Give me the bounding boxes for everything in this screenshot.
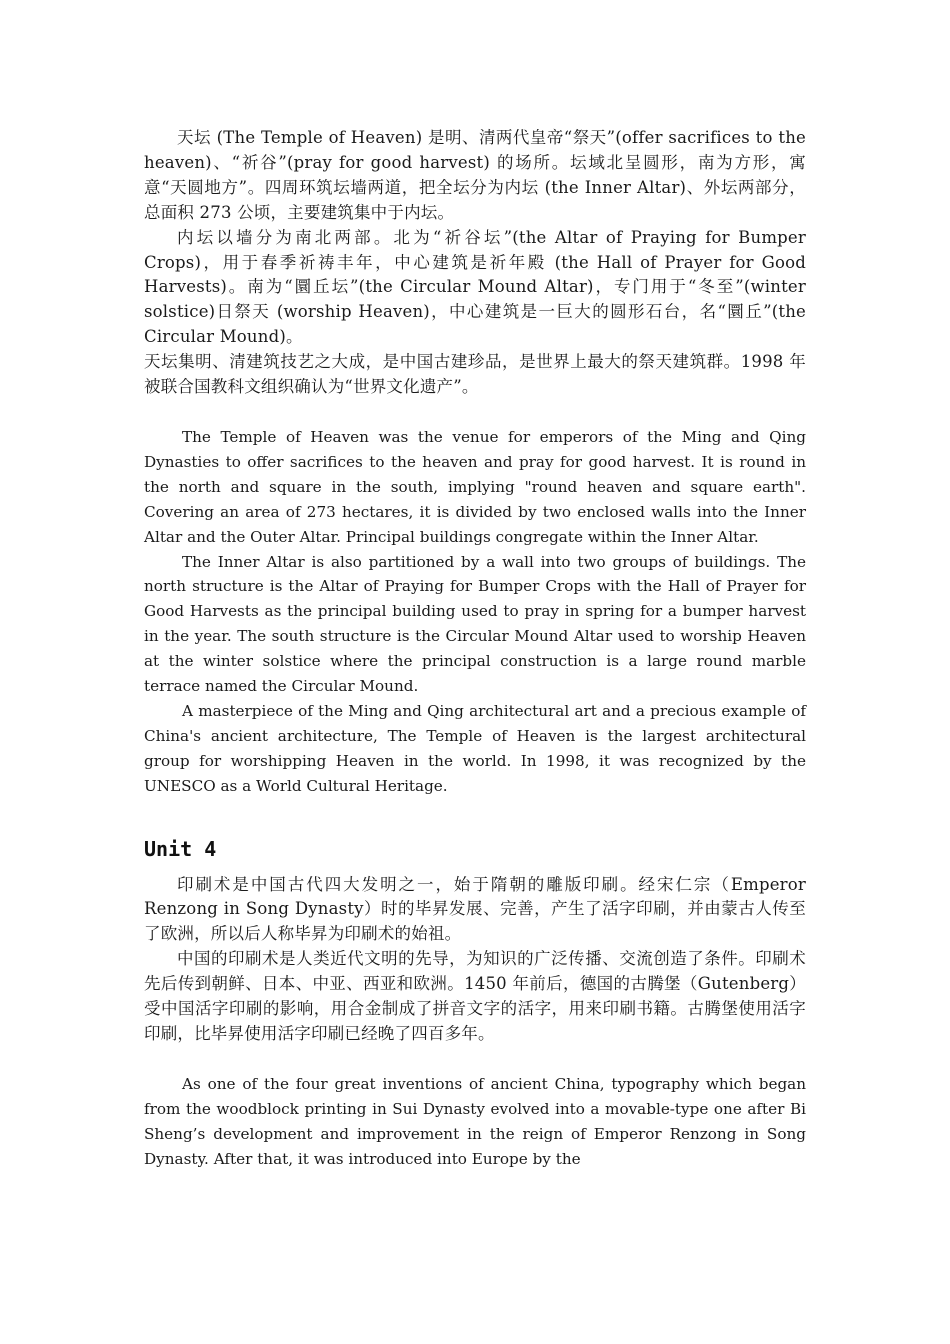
temple-en-paragraph-1: The Temple of Heaven was the venue for emperors of the Ming and Qing Dynasties to offer sacrifices to the heaven and pray for good harvest. It is round in the north and square in the south, implying "round heaven and square earth". Covering an area of 273 hectares, it is divided by two enclosed walls into the Inner Altar and the Outer Altar. Principal buildings congregate within the Inner Altar. [144,427,806,546]
heading-gap [144,861,806,873]
printing-cn-text [144,873,806,1047]
printing-cn-paragraph-2: 中国的印刷术是人类近代文明的先导，为知识的广泛传播、交流创造了条件。印刷术先后传到朝鲜、日本、中亚、西亚和欧洲。1450 年前后，德国的古腾堡（Gutenberg）受中国活字印刷的影响，用合金制成了拼音文字的活字，用来印刷书籍。古腾堡使用活字印刷，比毕昇使用活字印刷已经晚了四百多年。 [144,949,806,1043]
document-page [144,126,806,1172]
temple-cn-text [144,126,806,400]
section-gap [144,799,806,837]
printing-en-paragraph-1: As one of the four great inventions of ancient China, typography which began from the woodblock printing in Sui Dynasty evolved into a movable-type one after Bi Sheng’s development and improvement in the reign of Emperor Renzong in Song Dynasty. After that, it was introduced into Europe by the [144,1074,806,1168]
paragraph-gap [144,400,806,425]
temple-en-text [144,425,806,799]
paragraph-gap-2 [144,1047,806,1072]
unit-4-heading: Unit 4 [144,836,217,861]
temple-en-paragraph-2: The Inner Altar is also partitioned by a wall into two groups of buildings. The north structure is the Altar of Praying for Bumper Crops with the Hall of Prayer for Good Harvests as the principal building used to pray in spring for a bumper harvest in the year. The south structure is the Circular Mound Altar used to worship Heaven at the winter solstice where the principal construction is a large round marble terrace named the Circular Mound. [144,552,806,696]
temple-en-paragraph-3: A masterpiece of the Ming and Qing architectural art and a precious example of China's ancient architecture, The Temple of Heaven is the largest architectural group for worshipping Heaven in the world. In 1998, it was recognized by the UNESCO as a World Cultural Heritage. [144,701,806,795]
printing-en-text [144,1072,806,1172]
temple-cn-paragraph-1: 天坛 (The Temple of Heaven) 是明、清两代皇帝“祭天”(offer sacrifices to the heaven)、“祈谷”(pray for good harvest) 的场所。坛域北呈圆形，南为方形，寓意“天圆地方”。四周环筑坛墙两道，把全坛分为内坛 (the Inner Altar)、外坛两部分，总面积 273 公顷，主要建筑集中于内坛。 [144,128,806,222]
temple-cn-paragraph-2: 内坛以墙分为南北两部。北为“祈谷坛”(the Altar of Praying for Bumper Crops)，用于春季祈祷丰年，中心建筑是祈年殿 (the Hall of Prayer for Good Harvests)。南为“圜丘坛”(the Circular Mound Altar)，专门用于“冬至”(winter solstice)日祭天 (worship Heaven)，中心建筑是一巨大的圆形石台，名“圜丘”(the Circular Mound)。 [144,227,806,347]
temple-cn-paragraph-3: 天坛集明、清建筑技艺之大成，是中国古建珍品，是世界上最大的祭天建筑群。1998 年被联合国教科文组织确认为“世界文化遗产”。 [144,352,806,397]
printing-cn-paragraph-1: 印刷术是中国古代四大发明之一，始于隋朝的雕版印刷。经宋仁宗（Emperor Renzong in Song Dynasty）时的毕昇发展、完善，产生了活字印刷，并由蒙古人传至了欧洲，所以后人称毕昇为印刷术的始祖。 [144,874,806,944]
